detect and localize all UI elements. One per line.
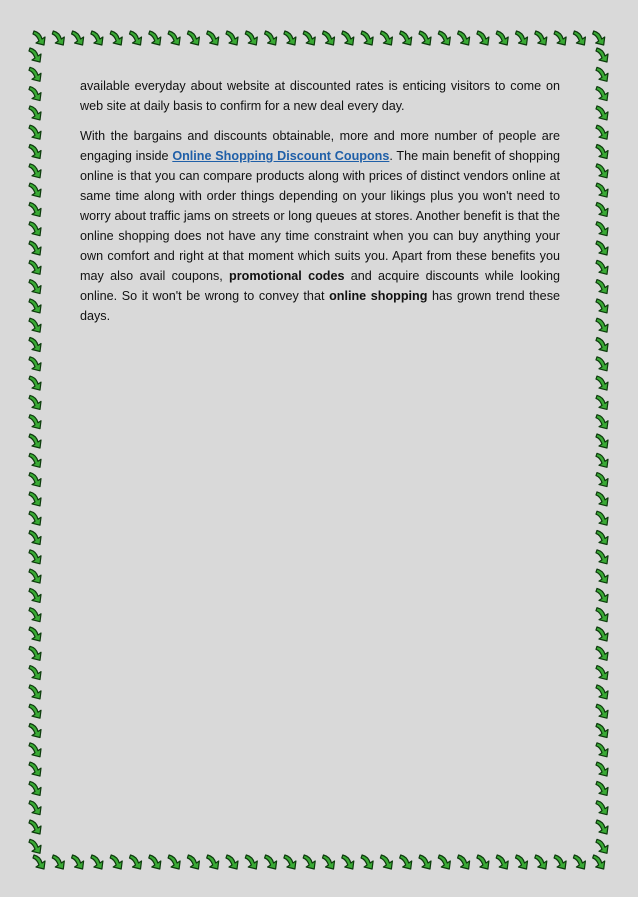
green-arrow-icon xyxy=(596,260,608,274)
promotional-codes-text: promotional codes xyxy=(229,269,345,283)
green-arrow-icon xyxy=(596,241,608,255)
green-arrow-icon xyxy=(596,608,608,622)
paragraph-2-end: has grown trend these days. xyxy=(80,289,560,323)
green-arrow-icon xyxy=(554,31,566,45)
green-arrow-icon xyxy=(380,855,392,869)
green-arrow-icon xyxy=(596,280,608,294)
green-arrow-icon xyxy=(29,241,41,255)
green-arrow-icon xyxy=(596,145,608,159)
green-arrow-icon xyxy=(29,820,41,834)
green-arrow-icon xyxy=(596,67,608,81)
green-arrow-icon xyxy=(303,855,315,869)
green-arrow-icon xyxy=(29,511,41,525)
green-arrow-icon xyxy=(29,588,41,602)
green-arrow-icon xyxy=(516,855,528,869)
green-arrow-icon xyxy=(496,855,508,869)
green-arrow-icon xyxy=(72,31,84,45)
green-arrow-icon xyxy=(596,743,608,757)
green-arrow-icon xyxy=(29,376,41,390)
green-arrow-icon xyxy=(596,164,608,178)
green-arrow-icon xyxy=(342,855,354,869)
green-arrow-icon xyxy=(29,145,41,159)
paragraph-2-body: . The main benefit of shopping online is that you can compare products along with prices of distinct vendors online at same time along with order things depending on your likings plus you won't need to worry about traffic jams on streets or long queues at stores. Another benefit is that the online shopping does not have any time constraint when you can buy anything your own comfort and right at that moment which suits you. Apart from these benefits you may also avail coupons, xyxy=(80,149,560,283)
green-arrow-icon xyxy=(29,666,41,680)
green-arrow-icon xyxy=(596,415,608,429)
green-arrow-icon xyxy=(33,31,45,45)
green-arrow-icon xyxy=(554,855,566,869)
green-arrow-icon xyxy=(29,781,41,795)
green-arrow-icon xyxy=(29,48,41,62)
green-arrow-icon xyxy=(245,31,257,45)
green-arrow-icon xyxy=(29,183,41,197)
green-arrow-icon xyxy=(29,531,41,545)
green-arrow-icon xyxy=(438,855,450,869)
green-arrow-icon xyxy=(596,395,608,409)
green-arrow-icon xyxy=(596,588,608,602)
green-arrow-icon xyxy=(29,395,41,409)
green-arrow-icon xyxy=(342,31,354,45)
green-arrow-icon xyxy=(596,299,608,313)
green-arrow-icon xyxy=(438,31,450,45)
green-arrow-icon xyxy=(516,31,528,45)
green-arrow-icon xyxy=(284,31,296,45)
green-arrow-icon xyxy=(458,31,470,45)
green-arrow-icon xyxy=(29,318,41,332)
green-arrow-icon xyxy=(596,646,608,660)
green-arrow-icon xyxy=(29,492,41,506)
green-arrow-icon xyxy=(477,31,489,45)
green-arrow-icon xyxy=(130,855,142,869)
green-arrow-icon xyxy=(29,299,41,313)
green-arrow-icon xyxy=(596,106,608,120)
green-arrow-icon xyxy=(323,31,335,45)
green-arrow-icon xyxy=(29,415,41,429)
green-arrow-icon xyxy=(226,31,238,45)
green-arrow-icon xyxy=(29,260,41,274)
green-arrow-icon xyxy=(29,222,41,236)
green-arrow-icon xyxy=(535,855,547,869)
paragraph-2 xyxy=(80,126,560,326)
paragraph-2-middle: and acquire discounts while looking online. So it won't be wrong to convey that xyxy=(80,269,560,303)
green-arrow-icon xyxy=(596,627,608,641)
green-arrow-icon xyxy=(596,48,608,62)
green-arrow-icon xyxy=(419,31,431,45)
green-arrow-icon xyxy=(29,762,41,776)
green-arrow-icon xyxy=(593,31,605,45)
green-arrow-icon xyxy=(596,666,608,680)
green-arrow-icon xyxy=(29,608,41,622)
green-arrow-icon xyxy=(207,855,219,869)
green-arrow-icon xyxy=(596,125,608,139)
green-arrow-icon xyxy=(596,724,608,738)
green-arrow-icon xyxy=(596,569,608,583)
document-body xyxy=(80,76,560,336)
green-arrow-icon xyxy=(596,434,608,448)
green-arrow-icon xyxy=(91,31,103,45)
green-arrow-icon xyxy=(265,855,277,869)
green-arrow-icon xyxy=(29,646,41,660)
green-arrow-icon xyxy=(72,855,84,869)
green-arrow-icon xyxy=(596,453,608,467)
green-arrow-icon xyxy=(596,781,608,795)
green-arrow-icon xyxy=(29,202,41,216)
green-arrow-icon xyxy=(29,550,41,564)
green-arrow-icon xyxy=(361,31,373,45)
green-arrow-icon xyxy=(110,31,122,45)
green-arrow-icon xyxy=(245,855,257,869)
green-arrow-icon xyxy=(596,839,608,853)
green-arrow-icon xyxy=(52,31,64,45)
green-arrow-icon xyxy=(187,31,199,45)
online-shopping-discount-coupons-link[interactable]: Online Shopping Discount Coupons xyxy=(172,149,390,163)
green-arrow-icon xyxy=(596,202,608,216)
green-arrow-icon xyxy=(168,31,180,45)
green-arrow-icon xyxy=(168,855,180,869)
green-arrow-icon xyxy=(130,31,142,45)
green-arrow-icon xyxy=(496,31,508,45)
green-arrow-icon xyxy=(284,855,296,869)
green-arrow-icon xyxy=(29,453,41,467)
green-arrow-icon xyxy=(596,704,608,718)
green-arrow-icon xyxy=(380,31,392,45)
green-arrow-icon xyxy=(477,855,489,869)
green-arrow-icon xyxy=(29,67,41,81)
green-arrow-icon xyxy=(400,31,412,45)
green-arrow-icon xyxy=(419,855,431,869)
green-arrow-icon xyxy=(29,473,41,487)
green-arrow-icon xyxy=(29,743,41,757)
green-arrow-icon xyxy=(149,855,161,869)
green-arrow-icon xyxy=(29,106,41,120)
green-arrow-icon xyxy=(29,569,41,583)
green-arrow-icon xyxy=(458,855,470,869)
green-arrow-icon xyxy=(323,855,335,869)
green-arrow-icon xyxy=(596,87,608,101)
green-arrow-icon xyxy=(149,31,161,45)
online-shopping-text: online shopping xyxy=(329,289,428,303)
paragraph-1: available everyday about website at discounted rates is enticing visitors to come on web site at daily basis to confirm for a new deal every day. xyxy=(80,79,560,113)
green-arrow-icon xyxy=(596,338,608,352)
green-arrow-icon xyxy=(187,855,199,869)
green-arrow-icon xyxy=(596,318,608,332)
green-arrow-icon xyxy=(29,839,41,853)
green-arrow-icon xyxy=(593,855,605,869)
green-arrow-icon xyxy=(33,855,45,869)
green-arrow-icon xyxy=(596,762,608,776)
green-arrow-icon xyxy=(29,724,41,738)
green-arrow-icon xyxy=(226,855,238,869)
green-arrow-icon xyxy=(400,855,412,869)
green-arrow-icon xyxy=(265,31,277,45)
green-arrow-icon xyxy=(596,473,608,487)
green-arrow-icon xyxy=(91,855,103,869)
green-arrow-icon xyxy=(596,531,608,545)
green-arrow-icon xyxy=(29,125,41,139)
green-arrow-icon xyxy=(535,31,547,45)
green-arrow-icon xyxy=(207,31,219,45)
paragraph-2-intro: With the bargains and discounts obtainable, more and more number of people are engaging inside xyxy=(80,129,560,163)
green-arrow-icon xyxy=(596,357,608,371)
green-arrow-icon xyxy=(29,87,41,101)
green-arrow-icon xyxy=(110,855,122,869)
green-arrow-icon xyxy=(596,550,608,564)
green-arrow-icon xyxy=(596,183,608,197)
green-arrow-icon xyxy=(361,855,373,869)
green-arrow-icon xyxy=(29,434,41,448)
green-arrow-icon xyxy=(29,627,41,641)
green-arrow-icon xyxy=(596,492,608,506)
green-arrow-icon xyxy=(29,685,41,699)
green-arrow-icon xyxy=(29,164,41,178)
green-arrow-icon xyxy=(596,511,608,525)
green-arrow-icon xyxy=(52,855,64,869)
green-arrow-icon xyxy=(303,31,315,45)
green-arrow-icon xyxy=(573,855,585,869)
green-arrow-icon xyxy=(573,31,585,45)
green-arrow-icon xyxy=(596,222,608,236)
green-arrow-icon xyxy=(29,280,41,294)
green-arrow-icon xyxy=(29,357,41,371)
green-arrow-icon xyxy=(29,338,41,352)
green-arrow-icon xyxy=(596,685,608,699)
green-arrow-icon xyxy=(29,704,41,718)
green-arrow-icon xyxy=(596,376,608,390)
green-arrow-icon xyxy=(596,801,608,815)
green-arrow-icon xyxy=(29,801,41,815)
green-arrow-icon xyxy=(596,820,608,834)
